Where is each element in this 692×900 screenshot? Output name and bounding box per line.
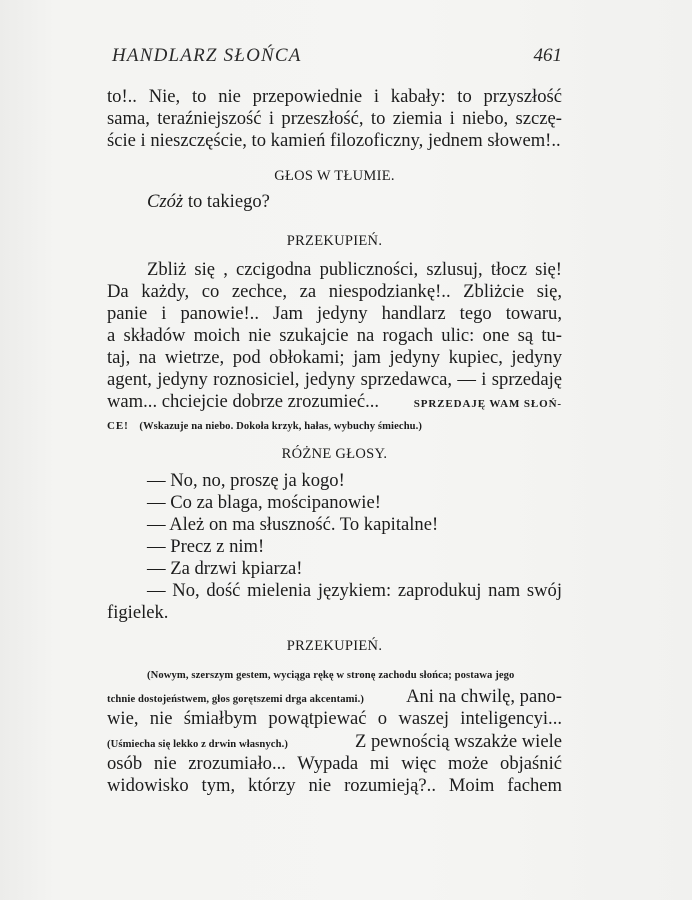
dialogue-line — [147, 192, 562, 212]
text-line: Zbliż się , czcigodna publiczności, szlusuj, tłocz się! — [147, 259, 562, 280]
dialogue-word-italic: Czóż — [147, 191, 184, 212]
stage-direction: tchnie dostojeństwem, głos gorętszemi drga akcentami.) — [107, 694, 364, 705]
voice-line: — Za drzwi kpiarza! — [147, 558, 303, 579]
text-fragment: Ani na chwilę, pano- — [406, 686, 562, 707]
stage-direction-line — [107, 414, 562, 437]
stage-direction-line — [147, 666, 562, 686]
text-fragment: wam... chciejcie dobrze zrozumieć... — [107, 391, 380, 412]
stage-direction: (Nowym, szerszym gestem, wyciąga rękę w stronę zachodu słońca; postawa jego — [147, 670, 515, 681]
stage-direction: (Uśmiecha się lekko z drwin własnych.) — [107, 739, 288, 750]
speaker-heading: RÓŻNE GŁOSY. — [281, 446, 388, 462]
text-line — [107, 687, 562, 710]
text-line — [107, 392, 562, 414]
running-title: HANDLARZ SŁOŃCA — [112, 45, 302, 66]
speaker-heading: PRZEKUPIEŃ. — [286, 638, 383, 654]
speaker-heading: GŁOS W TŁUMIE. — [274, 168, 395, 184]
page-number: 461 — [533, 45, 562, 66]
text-line: a składów moich nie szukajcie na rogach ulic: one są tu- — [107, 325, 562, 346]
voice-line: — Ależ on ma słuszność. To kapitalne! — [147, 514, 439, 535]
text-line: osób nie zrozumiało... Wypada mi więc może objaśnić — [107, 753, 562, 774]
voice-line: — No, dość mielenia językiem: zaprodukuj nam swój — [147, 580, 562, 601]
text-line: panie i panowie!.. Jam jedyny handlarz tego towaru, — [107, 303, 562, 324]
running-head — [107, 45, 562, 69]
stage-direction: (Wskazuje na niebo. Dokoła krzyk, hałas, wybuchy śmiechu.) — [139, 421, 423, 432]
text-fragment: Z pewnością wszakże wiele — [354, 731, 562, 752]
voice-line-continuation: figielek. — [107, 602, 169, 623]
text-line: taj, na wietrze, pod obłokami; jam jedyny kupiec, jedyny — [107, 347, 562, 368]
text-line: agent, jedyny roznosiciel, jedyny sprzedawca, — i sprzedaję — [107, 369, 562, 390]
dialogue-text: to takiego? — [183, 191, 270, 212]
speaker-heading: PRZEKUPIEŃ. — [286, 233, 383, 249]
text-line — [107, 732, 562, 755]
voice-line: — Precz z nim! — [147, 536, 265, 557]
voice-line: — No, no, proszę ja kogo! — [147, 470, 345, 491]
text-line: ście i nieszczęście, to kamień filozoficzny, jednem słowem!.. — [107, 130, 561, 151]
text-line: wie, nie śmiałbym powątpiewać o waszej inteligencyi... — [107, 708, 562, 729]
text-line: sama, teraźniejszość i przeszłość, to ziemia i niebo, szczę- — [107, 108, 562, 129]
text-line: Da każdy, co zechce, za niespodziankę!.. Zbliżcie się, — [107, 281, 562, 302]
text-line: widowisko tym, którzy nie rozumieją?.. Moim fachem — [107, 775, 562, 796]
text-line: to!.. Nie, to nie przepowiednie i kabały: to przyszłość — [107, 86, 562, 107]
voice-line: — Co za blaga, mościpanowie! — [147, 492, 381, 513]
smallcaps-fragment: SPRZEDAJĘ WAM SŁOŃ- — [413, 398, 562, 410]
smallcaps-fragment: CE! — [107, 420, 129, 432]
